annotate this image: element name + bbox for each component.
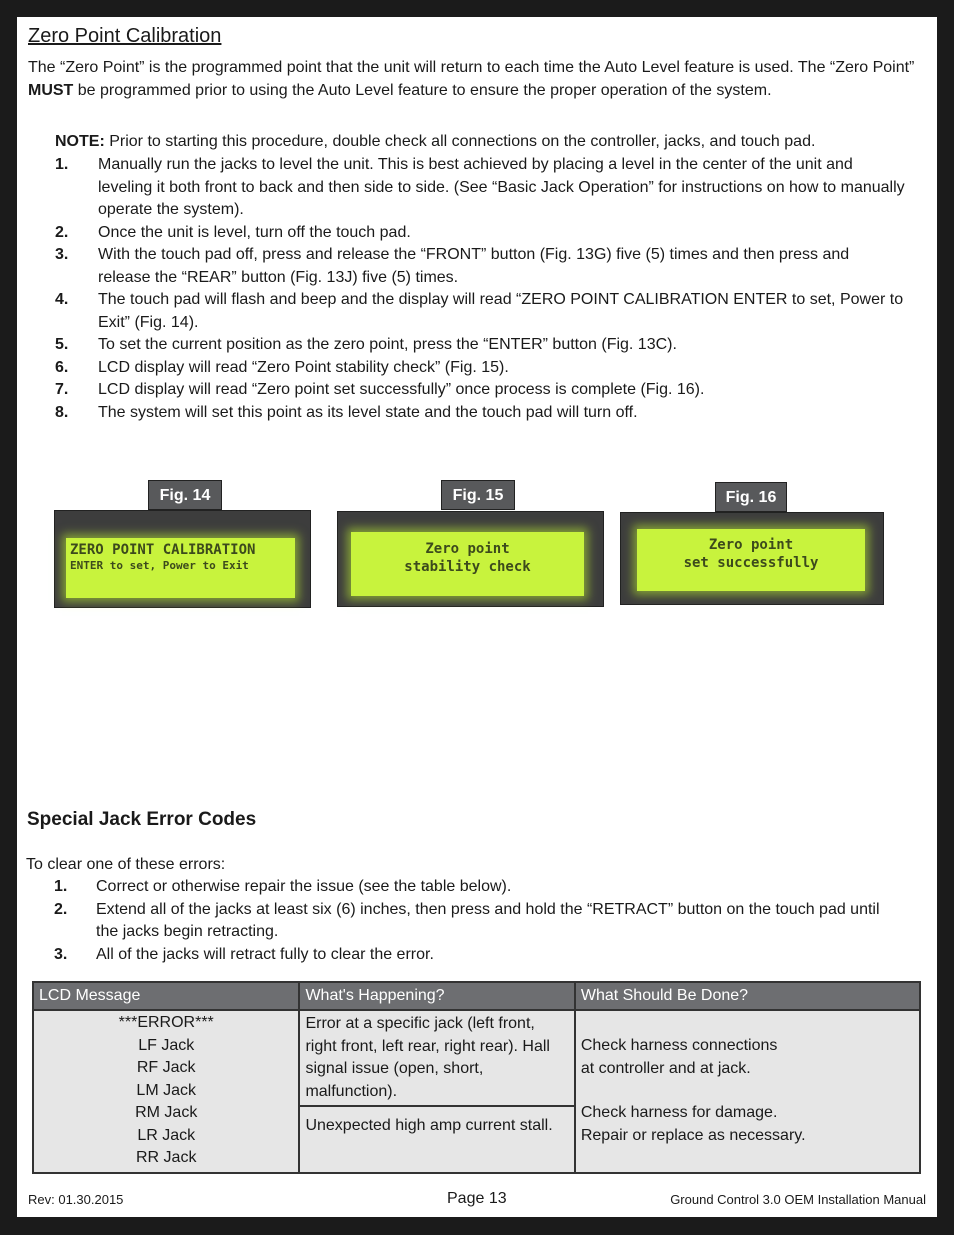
lcd-message: RM Jack bbox=[135, 1104, 198, 1121]
manual-page bbox=[17, 17, 937, 1217]
step-number: 3. bbox=[55, 246, 69, 263]
table-header-row bbox=[33, 982, 920, 1010]
should-do-line: Check harness for damage. bbox=[580, 1104, 778, 1121]
lcd-message: LF Jack bbox=[138, 1036, 195, 1054]
step-item bbox=[55, 244, 905, 289]
fig-16-line-1: Zero point bbox=[708, 537, 794, 553]
happening-cell: Unexpected high amp current stall. bbox=[299, 1106, 574, 1173]
clear-step-item bbox=[54, 876, 894, 899]
step-number: 4. bbox=[55, 291, 69, 308]
note-label: NOTE: bbox=[55, 133, 105, 150]
step-number: 1. bbox=[55, 156, 69, 173]
intro-paragraph bbox=[28, 57, 918, 102]
clear-step-number: 3. bbox=[54, 945, 68, 963]
step-text: Manually run the jacks to level the unit. This is best achieved by placing a level in the center of the unit and leveling it both front to back and then side to side. (See “Basic Jack Operation” for instructions on how to manually operate the system). bbox=[98, 156, 905, 218]
fig-16-line-2: set successfully bbox=[683, 555, 819, 571]
step-number: 6. bbox=[55, 358, 69, 376]
should-do-line: Check harness connections bbox=[580, 1037, 778, 1054]
fig-15-label: Fig. 15 bbox=[441, 480, 515, 510]
step-item bbox=[55, 289, 905, 334]
calibration-steps bbox=[55, 154, 905, 424]
step-number: 7. bbox=[55, 381, 69, 398]
clear-step-text: Correct or otherwise repair the issue (see the table below). bbox=[96, 878, 512, 895]
step-text: LCD display will read “Zero point set successfully” once process is complete (Fig. 16). bbox=[98, 381, 705, 398]
clear-step-text: All of the jacks will retract fully to clear the error. bbox=[96, 945, 434, 963]
step-text: LCD display will read “Zero Point stability check” (Fig. 15). bbox=[98, 358, 509, 376]
clear-step-number: 2. bbox=[54, 900, 68, 918]
footer-page-number: Page 13 bbox=[447, 1190, 507, 1207]
lcd-message-cell bbox=[33, 1010, 299, 1173]
should-do-line: Repair or replace as necessary. bbox=[580, 1126, 806, 1144]
step-text: The system will set this point as its level state and the touch pad will turn off. bbox=[98, 403, 638, 421]
lcd-message: RF Jack bbox=[136, 1059, 196, 1076]
step-item bbox=[55, 222, 905, 245]
footer-manual-title: Ground Control 3.0 OEM Installation Manual bbox=[670, 1192, 926, 1207]
error-codes-table bbox=[32, 981, 921, 1174]
fig-16-label: Fig. 16 bbox=[715, 482, 787, 512]
step-number: 8. bbox=[55, 403, 69, 421]
step-text: Once the unit is level, turn off the touch pad. bbox=[98, 223, 411, 241]
step-item bbox=[55, 334, 905, 357]
clear-step-number: 1. bbox=[54, 878, 68, 895]
step-text: The touch pad will flash and beep and the display will read “ZERO POINT CALIBRATION ENTER to set, Power to Exit” (Fig. 14). bbox=[98, 291, 904, 331]
fig-14-label: Fig. 14 bbox=[148, 480, 222, 510]
intro-text-2: be programmed prior to using the Auto Level feature to ensure the proper operation of the system. bbox=[73, 81, 772, 99]
step-text: With the touch pad off, press and release the “FRONT” button (Fig. 13G) five (5) times and then press and release the “REAR” button (Fig. 13J) five (5) times. bbox=[98, 246, 850, 286]
fig-15-line-2: stability check bbox=[404, 559, 531, 575]
page-title: Zero Point Calibration bbox=[28, 25, 222, 47]
should-do-cell bbox=[575, 1010, 920, 1173]
clear-step-text: Extend all of the jacks at least six (6) inches, then press and hold the “RETRACT” button on the touch pad until the jacks begin retracting. bbox=[96, 900, 880, 940]
fig-15-line-1: Zero point bbox=[425, 541, 510, 557]
clear-intro: To clear one of these errors: bbox=[26, 856, 226, 873]
fig-16-lcd-screen bbox=[637, 529, 865, 591]
step-item bbox=[55, 379, 905, 402]
fig-14-line-2: ENTER to set, Power to Exit bbox=[70, 559, 249, 572]
clear-step-item bbox=[54, 944, 894, 967]
should-do-line: at controller and at jack. bbox=[580, 1059, 751, 1077]
step-number: 2. bbox=[55, 223, 69, 241]
step-item bbox=[55, 357, 905, 380]
clear-steps bbox=[54, 876, 894, 966]
note bbox=[55, 131, 925, 154]
step-item bbox=[55, 402, 905, 425]
intro-text-1: The “Zero Point” is the programmed point that the unit will return to each time the Auto Level feature is used. The “Zero Point” bbox=[28, 59, 915, 76]
footer-revision: Rev: 01.30.2015 bbox=[28, 1192, 124, 1207]
clear-step-item bbox=[54, 899, 894, 944]
table-row bbox=[33, 1010, 920, 1106]
step-number: 5. bbox=[55, 336, 69, 353]
spacer bbox=[581, 1080, 914, 1102]
section-title: Special Jack Error Codes bbox=[27, 809, 257, 830]
fig-14-line-1: ZERO POINT CALIBRATION bbox=[70, 542, 256, 558]
step-text: To set the current position as the zero point, press the “ENTER” button (Fig. 13C). bbox=[98, 336, 677, 353]
fig-14-lcd-screen bbox=[66, 538, 295, 598]
fig-15-lcd-screen bbox=[351, 532, 584, 596]
header-what-should-be-done: What Should Be Done? bbox=[575, 982, 920, 1010]
header-lcd-message: LCD Message bbox=[33, 982, 299, 1010]
lcd-message: LM Jack bbox=[136, 1081, 196, 1099]
step-item bbox=[55, 154, 905, 222]
happening-cell: Error at a specific jack (left front, right front, left rear, right rear). Hall signal issue (open, short, malfunction). bbox=[299, 1010, 574, 1106]
note-text: Prior to starting this procedure, double check all connections on the controller, jacks, and touch pad. bbox=[104, 133, 816, 150]
lcd-message: LR Jack bbox=[137, 1126, 196, 1144]
intro-bold: MUST bbox=[28, 81, 74, 99]
header-whats-happening: What's Happening? bbox=[299, 982, 574, 1010]
lcd-message: RR Jack bbox=[135, 1149, 197, 1166]
lcd-message: ***ERROR*** bbox=[118, 1014, 214, 1031]
